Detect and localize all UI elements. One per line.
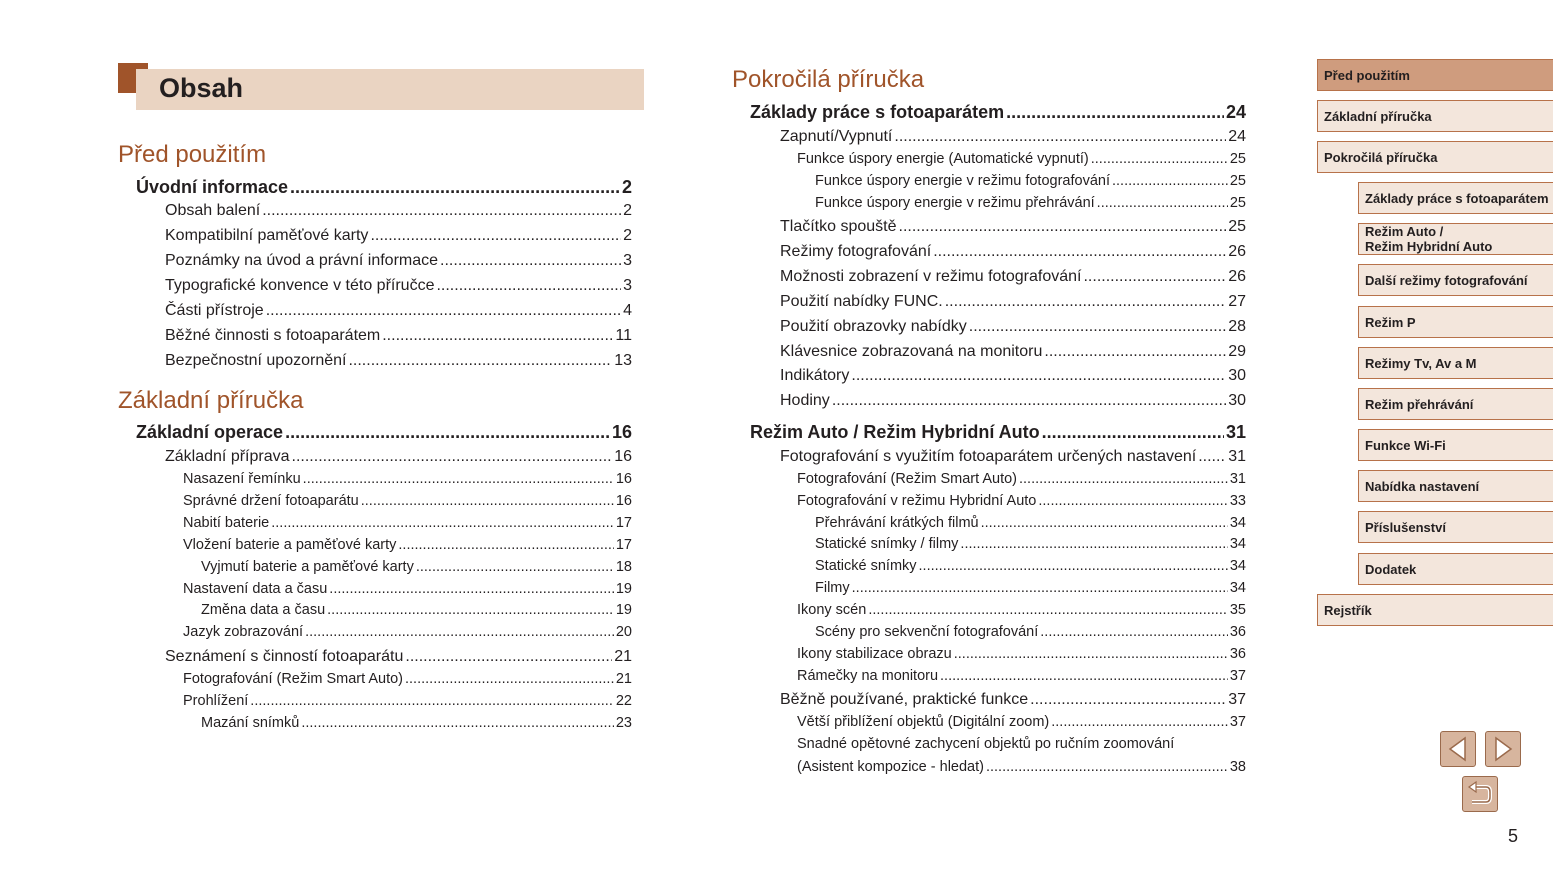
toc-entry[interactable] (797, 714, 1246, 732)
toc-leader-dots (398, 537, 613, 553)
toc-entry[interactable] (183, 493, 632, 511)
nav-subtab-funkce-wifi[interactable]: Funkce Wi-Fi (1358, 429, 1553, 461)
section-heading-pred-pouzitim: Před použitím (118, 141, 267, 168)
toc-entry-label: Části přístroje (165, 302, 264, 319)
toc-leader-dots (250, 693, 614, 709)
nav-tab-pokrocila-prirucka[interactable]: Pokročilá příručka (1317, 141, 1553, 173)
toc-entry[interactable] (183, 624, 632, 642)
toc-leader-dots (940, 668, 1228, 684)
toc-leader-dots (969, 318, 1226, 336)
toc-entry[interactable] (797, 471, 1246, 489)
toc-page-number: 26 (1228, 243, 1246, 260)
toc-entry-label: Základy práce s fotoaparátem (750, 102, 1005, 122)
toc-leader-dots (405, 648, 612, 666)
toc-page-number: 17 (615, 515, 632, 531)
toc-entry[interactable] (780, 343, 1246, 363)
toc-leader-dots (361, 493, 614, 509)
toc-page-number: 25 (1229, 195, 1246, 211)
toc-entry-label: Ikony stabilizace obrazu (797, 646, 952, 662)
toc-page-number: 25 (1228, 218, 1246, 235)
toc-entry[interactable] (780, 128, 1246, 148)
toc-entry-label: Scény pro sekvenční fotografování (815, 624, 1039, 640)
toc-leader-dots (262, 202, 621, 220)
page-title: Obsah (159, 73, 244, 103)
section-heading-pokrocila-prirucka: Pokročilá příručka (732, 66, 925, 93)
toc-entry-label: Mazání snímků (201, 715, 300, 731)
toc-entry[interactable] (136, 422, 632, 444)
toc-leader-dots (1038, 493, 1227, 509)
toc-entry[interactable] (183, 515, 632, 533)
toc-entry-label: Bezpečnostní upozornění (165, 352, 347, 369)
toc-entry[interactable] (165, 327, 632, 347)
toc-entry-label: Prohlížení (183, 693, 249, 709)
toc-entry-label: Nastavení data a času (183, 581, 328, 597)
toc-leader-dots (348, 352, 612, 370)
toc-page-number: 25 (1229, 151, 1246, 167)
toc-leader-dots (868, 602, 1228, 618)
toc-entry[interactable] (136, 177, 632, 199)
toc-page-number: 37 (1229, 714, 1246, 730)
nav-subtab-dalsi-rezimy[interactable]: Další režimy fotografování (1358, 264, 1553, 296)
toc-entry[interactable] (165, 252, 632, 272)
toc-entry[interactable] (797, 646, 1246, 664)
toc-page-number: 38 (1229, 759, 1246, 775)
toc-leader-dots (271, 515, 614, 531)
toc-entry-label: Ikony scén (797, 602, 867, 618)
toc-leader-dots (852, 580, 1228, 596)
toc-entry-label: Filmy (815, 580, 850, 596)
toc-entry[interactable] (780, 293, 1246, 313)
toc-entry[interactable] (815, 195, 1246, 213)
toc-entry[interactable] (797, 759, 1246, 777)
toc-leader-dots (919, 558, 1228, 574)
toc-entry[interactable] (815, 173, 1246, 191)
prev-page-button[interactable] (1440, 731, 1476, 767)
toc-leader-dots (301, 715, 614, 731)
toc-entry[interactable] (780, 218, 1246, 238)
toc-leader-dots (954, 646, 1228, 662)
toc-entry-label: Funkce úspory energie v režimu přehrávání (815, 195, 1095, 211)
toc-leader-dots (292, 448, 613, 466)
toc-leader-dots (329, 581, 614, 597)
toc-page-number: 24 (1228, 128, 1246, 145)
toc-entry-label: Funkce úspory energie (Automatické vypnutí) (797, 151, 1089, 167)
nav-subtab-rezim-auto[interactable]: Režim Auto / Režim Hybridní Auto (1358, 223, 1553, 255)
toc-leader-dots (440, 252, 621, 270)
toc-entry[interactable] (183, 693, 632, 711)
toc-entry[interactable] (165, 352, 632, 372)
toc-entry[interactable] (183, 671, 632, 689)
toc-leader-dots (1091, 151, 1228, 167)
toc-leader-dots (370, 227, 621, 245)
nav-subtab-prislusenstvi[interactable]: Příslušenství (1358, 511, 1553, 543)
toc-entry-label: Základní příprava (165, 448, 290, 465)
toc-entry-label: Rámečky na monitoru (797, 668, 939, 684)
toc-page-number: 26 (1228, 268, 1246, 285)
nav-tab-pred-pouzitim[interactable]: Před použitím (1317, 59, 1553, 91)
toc-page-number: 34 (1229, 580, 1246, 596)
toc-page-number: 31 (1229, 471, 1246, 487)
nav-tab-zakladni-prirucka[interactable]: Základní příručka (1317, 100, 1553, 132)
toc-page-number: 35 (1229, 602, 1246, 618)
page-title-block (118, 63, 644, 110)
toc-entry[interactable] (165, 302, 632, 322)
toc-leader-dots (1006, 102, 1224, 123)
toc-leader-dots (933, 243, 1226, 261)
next-page-button[interactable] (1485, 731, 1521, 767)
nav-subtab-dodatek[interactable]: Dodatek (1358, 553, 1553, 585)
toc-page-number: 3 (623, 252, 632, 269)
toc-entry[interactable] (780, 392, 1246, 412)
toc-entry[interactable] (201, 559, 632, 577)
toc-entry-label: Poznámky na úvod a právní informace (165, 252, 439, 269)
toc-entry[interactable] (815, 624, 1246, 642)
toc-entry[interactable] (183, 471, 632, 489)
toc-page-number: 3 (623, 277, 632, 294)
toc-entry[interactable] (183, 581, 632, 599)
toc-page-number: 24 (1225, 102, 1246, 122)
nav-subtab-rezimy-tv-av-m[interactable]: Režimy Tv, Av a M (1358, 347, 1553, 379)
toc-entry-label: Statické snímky (815, 558, 917, 574)
toc-page-number: 11 (615, 327, 632, 344)
toc-entry-label: Fotografování s využitím fotoaparátem určených nastavení (780, 448, 1197, 465)
toc-entry-label: Změna data a času (201, 602, 326, 618)
toc-leader-dots (285, 422, 610, 443)
toc-entry[interactable] (780, 691, 1246, 711)
toc-entry[interactable] (165, 448, 632, 468)
toc-entry-label: Fotografování (Režim Smart Auto) (183, 671, 403, 687)
toc-leader-dots (416, 559, 614, 575)
toc-page-number: 16 (615, 471, 632, 487)
toc-page-number: 22 (615, 693, 632, 709)
toc-entry-label: Nasazení řemínku (183, 471, 301, 487)
toc-entry[interactable] (750, 422, 1246, 444)
toc-leader-dots (1198, 448, 1226, 466)
page-number: 5 (1508, 826, 1519, 846)
toc-entry-label: Klávesnice zobrazovaná na monitoru (780, 343, 1043, 360)
toc-entry[interactable] (797, 151, 1246, 169)
return-icon (1466, 780, 1494, 808)
toc-leader-dots (981, 515, 1228, 531)
toc-page-number: 33 (1229, 493, 1246, 509)
toc-entry-label: Vyjmutí baterie a paměťové karty (201, 559, 414, 575)
toc-entry-label: Větší přiblížení objektů (Digitální zoom) (797, 714, 1050, 730)
toc-leader-dots (1083, 268, 1226, 286)
toc-entry-label: Fotografování (Režim Smart Auto) (797, 471, 1017, 487)
section-heading-zakladni-prirucka: Základní příručka (118, 387, 304, 414)
toc-entry-label: Vložení baterie a paměťové karty (183, 537, 397, 553)
toc-page-number: 31 (1225, 422, 1246, 442)
toc-leader-dots (327, 602, 614, 618)
toc-page-number: 34 (1229, 515, 1246, 531)
toc-entry-label: Kompatibilní paměťové karty (165, 227, 369, 244)
toc-entry[interactable] (165, 227, 632, 247)
toc-entry[interactable] (780, 448, 1246, 468)
toc-entry[interactable] (165, 277, 632, 297)
toc-page-number: 19 (615, 581, 632, 597)
toc-page-number: 36 (1229, 624, 1246, 640)
toc-page-number: 34 (1229, 558, 1246, 574)
toc-page-number: 17 (615, 537, 632, 553)
prev-page-icon (1446, 736, 1470, 762)
toc-entry-label: Fotografování v režimu Hybridní Auto (797, 493, 1037, 509)
toc-leader-dots (960, 536, 1227, 552)
toc-page-number: 27 (1228, 293, 1246, 310)
toc-leader-dots (303, 471, 614, 487)
toc-entry[interactable] (780, 367, 1246, 387)
toc-page-number: 37 (1229, 668, 1246, 684)
toc-entry[interactable] (780, 268, 1246, 288)
toc-entry-label: Použití obrazovky nabídky (780, 318, 967, 335)
toc-page-number: 28 (1228, 318, 1246, 335)
toc-leader-dots (1040, 624, 1228, 640)
toc-leader-dots (899, 218, 1227, 236)
toc-entry-label: Zapnutí/Vypnutí (780, 128, 893, 145)
toc-page-number: 34 (1229, 536, 1246, 552)
toc-entry[interactable] (797, 668, 1246, 686)
toc-page-number: 2 (621, 177, 632, 197)
toc-page-number: 31 (1228, 448, 1246, 465)
toc-entry-label: Snadné opětovné zachycení objektů po ručním zoomování (797, 736, 1175, 752)
toc-leader-dots (266, 302, 621, 320)
toc-page-number: 16 (611, 422, 632, 442)
toc-leader-dots (1112, 173, 1228, 189)
toc-page-number: 19 (615, 602, 632, 618)
toc-entry[interactable] (815, 536, 1246, 554)
toc-page-number: 16 (615, 493, 632, 509)
toc-entry[interactable] (201, 715, 632, 733)
toc-leader-dots (894, 128, 1226, 146)
nav-subtab-nabidka-nastaveni[interactable]: Nabídka nastavení (1358, 470, 1553, 502)
toc-page-number: 36 (1229, 646, 1246, 662)
toc-leader-dots (290, 177, 620, 198)
toc-entry[interactable] (797, 602, 1246, 620)
toc-entry-label: Použití nabídky FUNC. (780, 293, 943, 310)
toc-leader-dots (1097, 195, 1228, 211)
toc-entry[interactable] (750, 102, 1246, 124)
toc-entry-label: Statické snímky / filmy (815, 536, 959, 552)
toc-entry[interactable] (797, 493, 1246, 511)
toc-leader-dots (1019, 471, 1228, 487)
toc-entry-label: Režimy fotografování (780, 243, 932, 260)
toc-entry-label: Běžné činnosti s fotoaparátem (165, 327, 381, 344)
toc-page-number: 21 (614, 648, 632, 665)
toc-entry[interactable] (797, 736, 1246, 754)
toc-page-number: 25 (1229, 173, 1246, 189)
toc-leader-dots (405, 671, 614, 687)
toc-leader-dots (1044, 343, 1226, 361)
toc-page-number: 30 (1228, 367, 1246, 384)
toc-page-number: 21 (615, 671, 632, 687)
toc-leader-dots (1030, 691, 1226, 709)
toc-entry[interactable] (165, 648, 632, 668)
toc-page-number: 37 (1228, 691, 1246, 708)
nav-tab-rejstrik[interactable]: Rejstřík (1317, 594, 1553, 626)
toc-leader-dots (1051, 714, 1228, 730)
toc-leader-dots (832, 392, 1226, 410)
toc-entry-label: Nabití baterie (183, 515, 270, 531)
toc-entry-label: Hodiny (780, 392, 830, 409)
toc-leader-dots (945, 293, 1226, 311)
toc-entry-label: Seznámení s činností fotoaparátu (165, 648, 404, 665)
toc-entry-label: Správné držení fotoaparátu (183, 493, 359, 509)
nav-subtab-rezim-p[interactable]: Režim P (1358, 306, 1553, 338)
toc-page-number: 2 (623, 202, 632, 219)
toc-entry[interactable] (183, 537, 632, 555)
toc-page-number: 23 (615, 715, 632, 731)
toc-entry[interactable] (780, 318, 1246, 338)
toc-entry-label: Základní operace (136, 422, 284, 442)
toc-page-number: 30 (1228, 392, 1246, 409)
toc-entry-label: (Asistent kompozice - hledat) (797, 759, 984, 775)
toc-page-number: 20 (615, 624, 632, 640)
toc-entry[interactable] (201, 602, 632, 620)
toc-entry-label: Tlačítko spouště (780, 218, 897, 235)
toc-page-number: 29 (1228, 343, 1246, 360)
nav-subtab-rezim-prehravani[interactable]: Režim přehrávání (1358, 388, 1553, 420)
toc-entry-label: Úvodní informace (136, 177, 289, 197)
next-page-icon (1491, 736, 1515, 762)
toc-entry[interactable] (815, 515, 1246, 533)
nav-subtab-zaklady-prace[interactable]: Základy práce s fotoaparátem (1358, 182, 1553, 214)
toc-entry-label: Běžně používané, praktické funkce (780, 691, 1029, 708)
toc-entry-label: Přehrávání krátkých filmů (815, 515, 979, 531)
toc-entry-label: Funkce úspory energie v režimu fotografování (815, 173, 1110, 189)
toc-leader-dots (986, 759, 1228, 775)
toc-entry-label: Možnosti zobrazení v režimu fotografování (780, 268, 1082, 285)
toc-entry[interactable] (815, 558, 1246, 576)
toc-entry-label: Jazyk zobrazování (183, 624, 304, 640)
toc-page-number: 2 (623, 227, 632, 244)
toc-leader-dots (436, 277, 621, 295)
toc-entry[interactable] (780, 243, 1246, 263)
toc-leader-dots (382, 327, 613, 345)
toc-page-number: 4 (623, 302, 632, 319)
toc-entry-label: Obsah balení (165, 202, 261, 219)
toc-leader-dots (1042, 422, 1224, 443)
return-button[interactable] (1462, 776, 1498, 812)
toc-leader-dots (851, 367, 1226, 385)
toc-entry-label: Indikátory (780, 367, 850, 384)
toc-entry-label: Typografické konvence v této příručce (165, 277, 435, 294)
toc-entry[interactable] (165, 202, 632, 222)
toc-page-number: 18 (615, 559, 632, 575)
toc-entry-label: Režim Auto / Režim Hybridní Auto (750, 422, 1040, 442)
toc-page-number: 13 (614, 352, 632, 369)
toc-entry[interactable] (815, 580, 1246, 598)
toc-leader-dots (305, 624, 614, 640)
toc-page-number: 16 (614, 448, 632, 465)
